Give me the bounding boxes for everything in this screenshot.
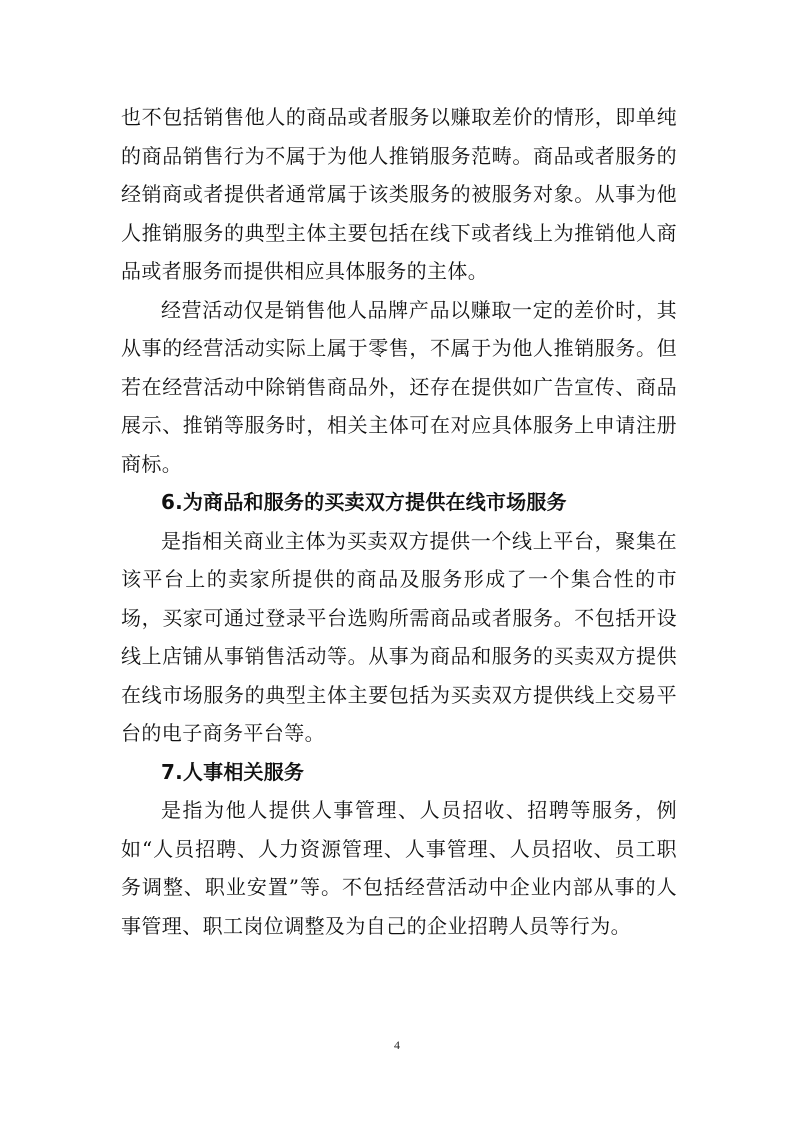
paragraph-online-marketplace: 是指相关商业主体为买卖双方提供一个线上平台，聚集在该平台上的卖家所提供的商品及服务形成了一个集合性的市场，买家可通过登录平台选购所需商品或者服务。不包括开设线上店铺从事销售活动等。从事为商品和服务的买卖双方提供在线市场服务的典型主体主要包括为买卖双方提供线上交易平台的电子商务平台等。 xyxy=(121,528,677,745)
paragraph-personnel-services: 是指为他人提供人事管理、人员招收、招聘等服务，例如“人员招聘、人力资源管理、人事管理、人员招收、员工职务调整、职业安置”等。不包括经营活动中企业内部从事的人事管理、职工岗位调整及为自己的企业招聘人员等行为。 xyxy=(121,798,677,938)
section-heading-online-marketplace: 6.为商品和服务的买卖双方提供在线市场服务 xyxy=(161,490,567,514)
page-number: 4 xyxy=(394,1038,400,1052)
paragraph-retail-distinction: 经营活动仅是销售他人品牌产品以赚取一定的差价时，其从事的经营活动实际上属于零售，不属于为他人推销服务。但若在经营活动中除销售商品外，还存在提供如广告宣传、商品展示、推销等服务时，相关主体可在对应具体服务上申请注册商标。 xyxy=(121,297,677,476)
document-body xyxy=(121,98,677,945)
paragraph-promotion-scope: 也不包括销售他人的商品或者服务以赚取差价的情形，即单纯的商品销售行为不属于为他人推销服务范畴。商品或者服务的经销商或者提供者通常属于该类服务的被服务对象。从事为他人推销服务的典型主体主要包括在线下或者线上为推销他人商品或者服务而提供相应具体服务的主体。 xyxy=(121,105,677,283)
section-heading-personnel-services: 7.人事相关服务 xyxy=(161,759,305,784)
